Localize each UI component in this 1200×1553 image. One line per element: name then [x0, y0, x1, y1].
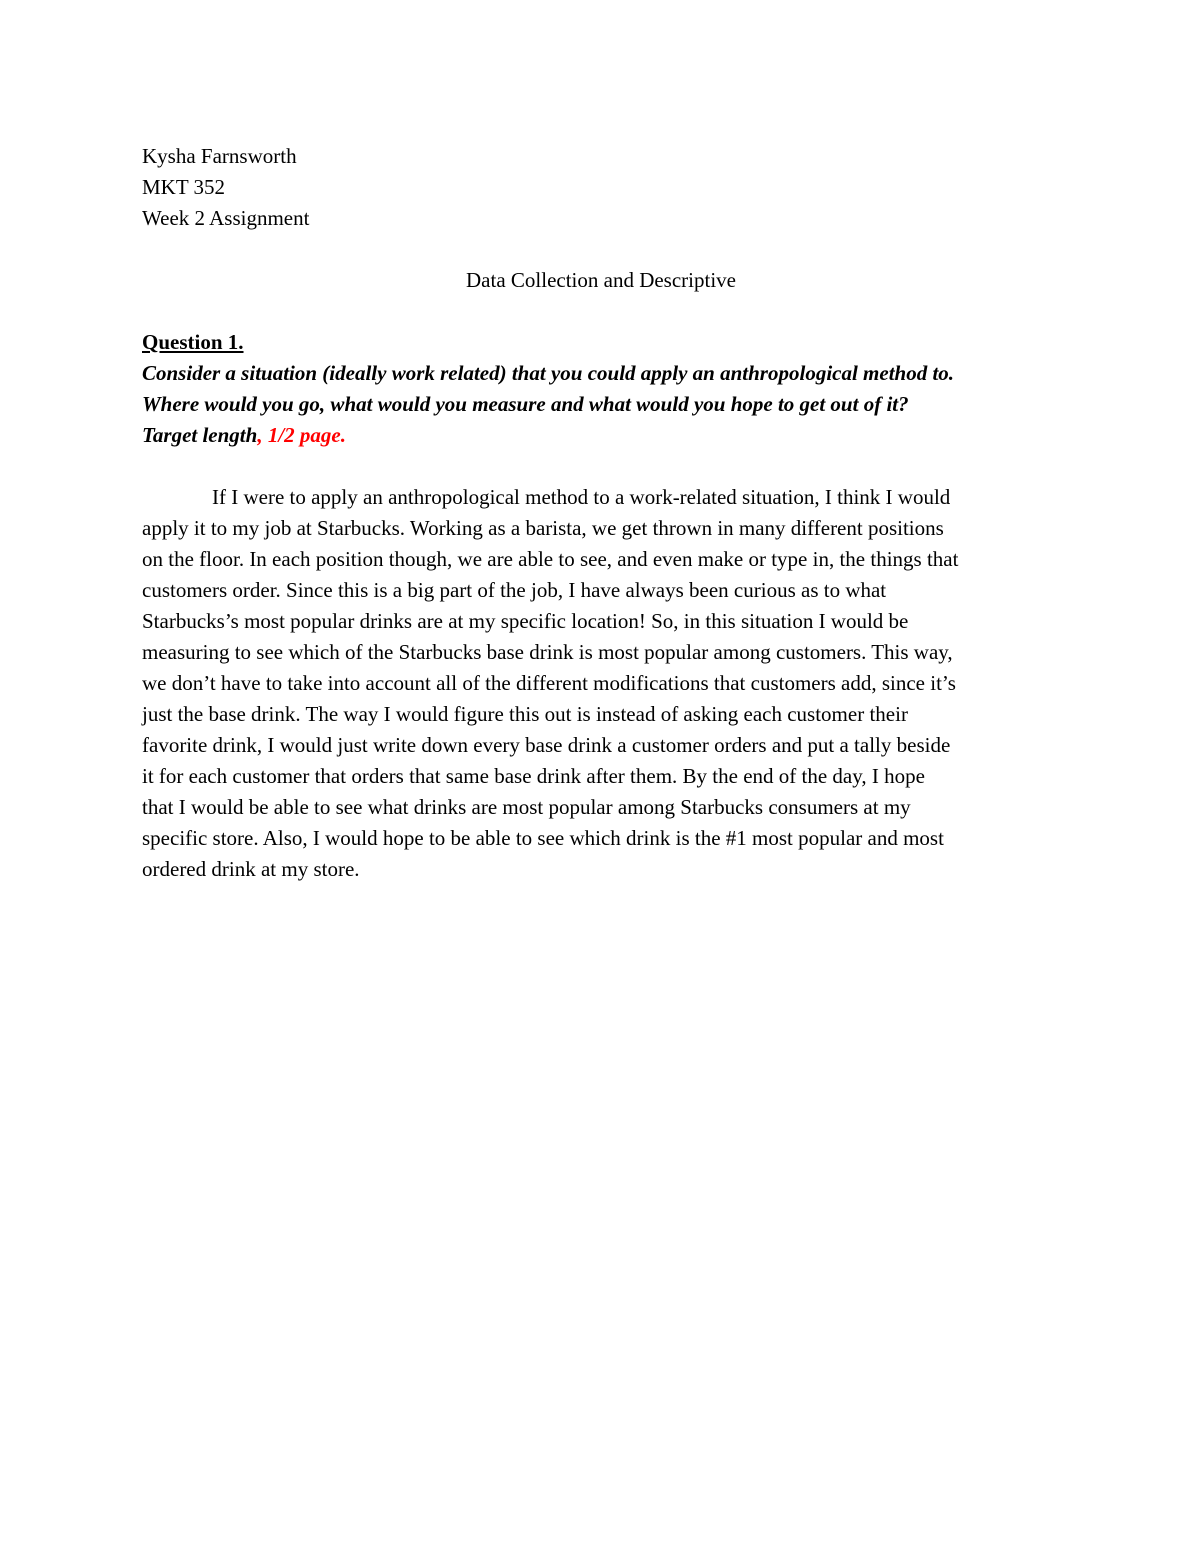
spacer [142, 451, 1060, 482]
question-heading: Question 1. [142, 330, 244, 354]
answer-line: ordered drink at my store. [142, 857, 360, 881]
author-name: Kysha Farnsworth [142, 144, 297, 168]
question-prompt-line-2: Where would you go, what would you measure and what would you hope to get out of it? [142, 392, 909, 416]
target-length-value: , 1/2 page. [257, 423, 346, 447]
question-prompt-line-1: Consider a situation (ideally work related) that you could apply an anthropological method to. [142, 361, 955, 385]
answer-line: customers order. Since this is a big part of the job, I have always been curious as to what [142, 578, 887, 602]
course-code: MKT 352 [142, 175, 226, 199]
answer-line: we don’t have to take into account all of the different modifications that customers add, since it’s [142, 671, 956, 695]
answer-line: favorite drink, I would just write down every base drink a customer orders and put a tally beside [142, 733, 951, 757]
answer-line: Starbucks’s most popular drinks are at my specific location! So, in this situation I would be [142, 609, 909, 633]
answer-line: on the floor. In each position though, we are able to see, and even make or type in, the things that [142, 547, 959, 571]
spacer [142, 296, 1060, 327]
answer-paragraph [142, 482, 1060, 885]
answer-line: If I were to apply an anthropological method to a work-related situation, I think I would [212, 485, 951, 509]
document-title: Data Collection and Descriptive [466, 268, 736, 292]
answer-line: specific store. Also, I would hope to be able to see which drink is the #1 most popular and most [142, 826, 944, 850]
answer-line: measuring to see which of the Starbucks base drink is most popular among customers. This way, [142, 640, 953, 664]
spacer [142, 234, 1060, 265]
question-heading-line [142, 327, 1060, 358]
question-target-length [142, 420, 1060, 451]
target-length-label: Target length [142, 423, 258, 447]
document-body [142, 141, 1060, 885]
answer-line: it for each customer that orders that same base drink after them. By the end of the day, I hope [142, 764, 925, 788]
answer-line: that I would be able to see what drinks are most popular among Starbucks consumers at my [142, 795, 911, 819]
answer-line: just the base drink. The way I would figure this out is instead of asking each customer their [142, 702, 908, 726]
answer-line: apply it to my job at Starbucks. Working as a barista, we get thrown in many different positions [142, 516, 944, 540]
assignment-label: Week 2 Assignment [142, 206, 310, 230]
